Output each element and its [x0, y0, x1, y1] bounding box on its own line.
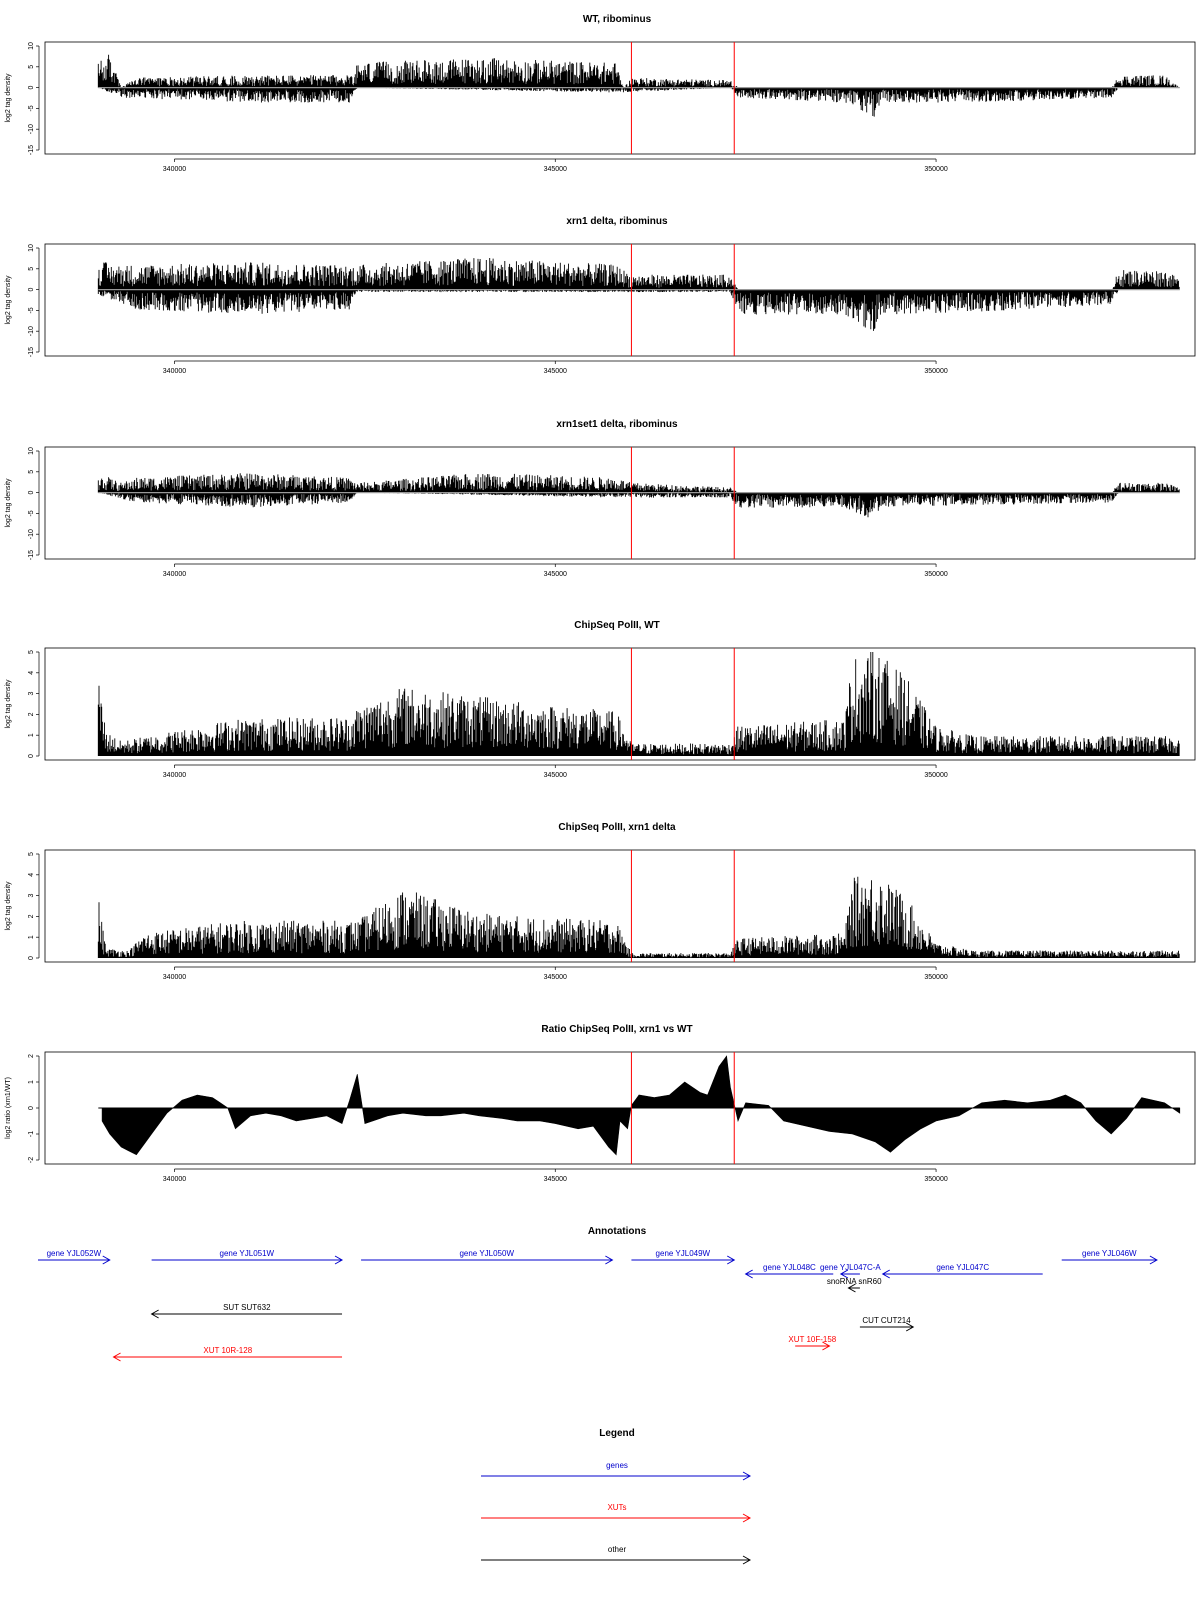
annotation-feature — [883, 1263, 1043, 1278]
y-tick-label: -2 — [28, 1156, 35, 1164]
y-tick-label: -15 — [28, 549, 35, 561]
annotation-feature — [152, 1303, 342, 1318]
y-tick-label: 10 — [28, 42, 35, 50]
y-tick-label: 5 — [28, 852, 35, 856]
track-panel-3 — [5, 419, 1195, 578]
panel-title: xrn1 delta, ribominus — [566, 216, 668, 227]
panel-title: xrn1set1 delta, ribominus — [556, 419, 678, 430]
annotation-label: gene YJL051W — [219, 1249, 275, 1258]
legend-entry — [481, 1503, 750, 1522]
annotation-label: gene YJL048C — [763, 1263, 816, 1272]
plus-strand-bars — [98, 258, 1179, 290]
track-panels — [5, 14, 1195, 1183]
plot-frame — [45, 244, 1195, 356]
annotation-feature — [631, 1249, 734, 1264]
panel-title: ChipSeq PolII, WT — [574, 620, 660, 631]
panel-title: WT, ribominus — [582, 14, 652, 25]
y-axis-label: log2 tag density — [5, 679, 12, 729]
x-tick-label: 340000 — [162, 1176, 187, 1183]
y-tick-label: 2 — [28, 712, 35, 717]
y-tick-label: 2 — [28, 914, 35, 919]
x-tick-label: 350000 — [924, 772, 948, 779]
track-panel-1 — [5, 14, 1195, 173]
y-tick-label: -5 — [28, 105, 35, 112]
y-tick-label: -5 — [28, 510, 35, 517]
x-tick-label: 340000 — [162, 368, 187, 375]
annotations-title: Annotations — [587, 1226, 647, 1237]
track-panel-5 — [5, 822, 1195, 981]
y-tick-label: 0 — [28, 490, 35, 495]
plus-strand-bars — [98, 877, 1179, 958]
x-tick-label: 340000 — [162, 166, 187, 173]
x-tick-label: 345000 — [543, 772, 567, 779]
y-tick-label: 1 — [28, 733, 35, 738]
minus-strand-bars — [98, 290, 1118, 331]
y-tick-label: 0 — [28, 754, 35, 758]
x-tick-label: 350000 — [924, 1176, 948, 1183]
y-tick-label: 0 — [28, 956, 35, 960]
y-tick-label: 5 — [28, 650, 35, 654]
y-tick-label: 3 — [28, 893, 35, 898]
plus-strand-bars — [98, 55, 1179, 88]
y-tick-label: 0 — [28, 1106, 35, 1110]
annotation-label: snoRNA snR60 — [826, 1277, 882, 1286]
annotation-label: CUT CUT214 — [862, 1316, 911, 1325]
x-tick-label: 345000 — [543, 166, 567, 173]
minus-strand-bars — [100, 493, 1118, 518]
annotation-label: XUT 10R-128 — [203, 1346, 253, 1355]
x-tick-label: 345000 — [543, 571, 567, 578]
annotation-features — [38, 1249, 1157, 1361]
legend-label: XUTs — [607, 1503, 627, 1512]
legend-entry — [481, 1545, 750, 1564]
annotation-feature — [820, 1263, 881, 1278]
x-tick-label: 350000 — [924, 368, 948, 375]
y-tick-label: 5 — [28, 266, 35, 271]
annotation-feature — [152, 1249, 342, 1264]
plus-strand-bars — [98, 473, 1179, 492]
annotation-label: gene YJL049W — [655, 1249, 711, 1258]
plot-frame — [45, 42, 1195, 154]
track-panel-4 — [5, 620, 1195, 779]
x-tick-label: 340000 — [162, 772, 187, 779]
y-tick-label: 10 — [28, 447, 35, 455]
y-tick-label: 0 — [28, 85, 35, 90]
y-tick-label: -1 — [28, 1130, 35, 1138]
panel-title: Ratio ChipSeq PolII, xrn1 vs WT — [541, 1024, 693, 1035]
y-tick-label: 5 — [28, 469, 35, 474]
x-tick-label: 350000 — [924, 571, 948, 578]
y-tick-label: 3 — [28, 691, 35, 696]
annotation-feature — [860, 1316, 913, 1331]
y-axis-label: log2 tag density — [5, 478, 12, 528]
legend-title: Legend — [599, 1428, 635, 1439]
legend — [481, 1428, 750, 1564]
ratio-area — [102, 1056, 1180, 1155]
annotation-label: gene YJL046W — [1082, 1249, 1137, 1258]
track-panel-6 — [5, 1024, 1195, 1183]
annotation-label: gene YJL050W — [459, 1249, 515, 1258]
x-tick-label: 340000 — [162, 571, 187, 578]
track-panel-2 — [5, 216, 1195, 375]
annotation-feature — [788, 1335, 836, 1350]
y-axis-label: log2 ratio (xrn1/WT) — [5, 1077, 12, 1139]
y-tick-label: 10 — [28, 244, 35, 252]
x-tick-label: 350000 — [924, 166, 948, 173]
annotation-label: gene YJL047C — [936, 1263, 990, 1272]
annotation-label: SUT SUT632 — [223, 1303, 271, 1312]
x-tick-label: 345000 — [543, 1176, 567, 1183]
y-tick-label: 2 — [28, 1054, 35, 1058]
y-tick-label: 5 — [28, 64, 35, 69]
minus-strand-bars — [99, 88, 1118, 117]
x-tick-label: 345000 — [543, 368, 567, 375]
y-tick-label: 4 — [28, 872, 35, 877]
y-tick-label: -10 — [28, 326, 35, 337]
y-tick-label: -5 — [28, 307, 35, 314]
annotation-feature — [1062, 1249, 1157, 1264]
annotation-feature — [827, 1277, 882, 1292]
y-tick-label: -10 — [28, 124, 35, 135]
y-tick-label: 4 — [28, 670, 35, 675]
annotation-feature — [361, 1249, 612, 1264]
y-tick-label: -10 — [28, 529, 35, 540]
y-tick-label: -15 — [28, 346, 35, 358]
x-tick-label: 345000 — [543, 974, 567, 981]
annotations-track — [38, 1226, 1157, 1361]
annotation-label: XUT 10F-158 — [788, 1335, 837, 1344]
y-tick-label: 1 — [28, 1080, 35, 1084]
y-tick-label: 0 — [28, 287, 35, 292]
annotation-feature — [38, 1249, 110, 1264]
legend-label: genes — [606, 1461, 628, 1470]
plus-strand-bars — [98, 652, 1179, 756]
legend-label: other — [607, 1545, 627, 1554]
y-tick-label: 1 — [28, 935, 35, 940]
annotation-label: gene YJL047C-A — [819, 1263, 881, 1272]
x-tick-label: 350000 — [924, 974, 948, 981]
legend-entry — [481, 1461, 750, 1480]
y-axis-label: log2 tag density — [5, 881, 12, 931]
legend-entries — [481, 1461, 750, 1564]
panel-title: ChipSeq PolII, xrn1 delta — [558, 822, 676, 833]
annotation-feature — [114, 1346, 342, 1361]
x-tick-label: 340000 — [162, 974, 187, 981]
y-axis-label: log2 tag density — [5, 275, 12, 325]
annotation-label: gene YJL052W — [46, 1249, 102, 1258]
y-tick-label: -15 — [28, 144, 35, 156]
y-axis-label: log2 tag density — [5, 73, 12, 123]
